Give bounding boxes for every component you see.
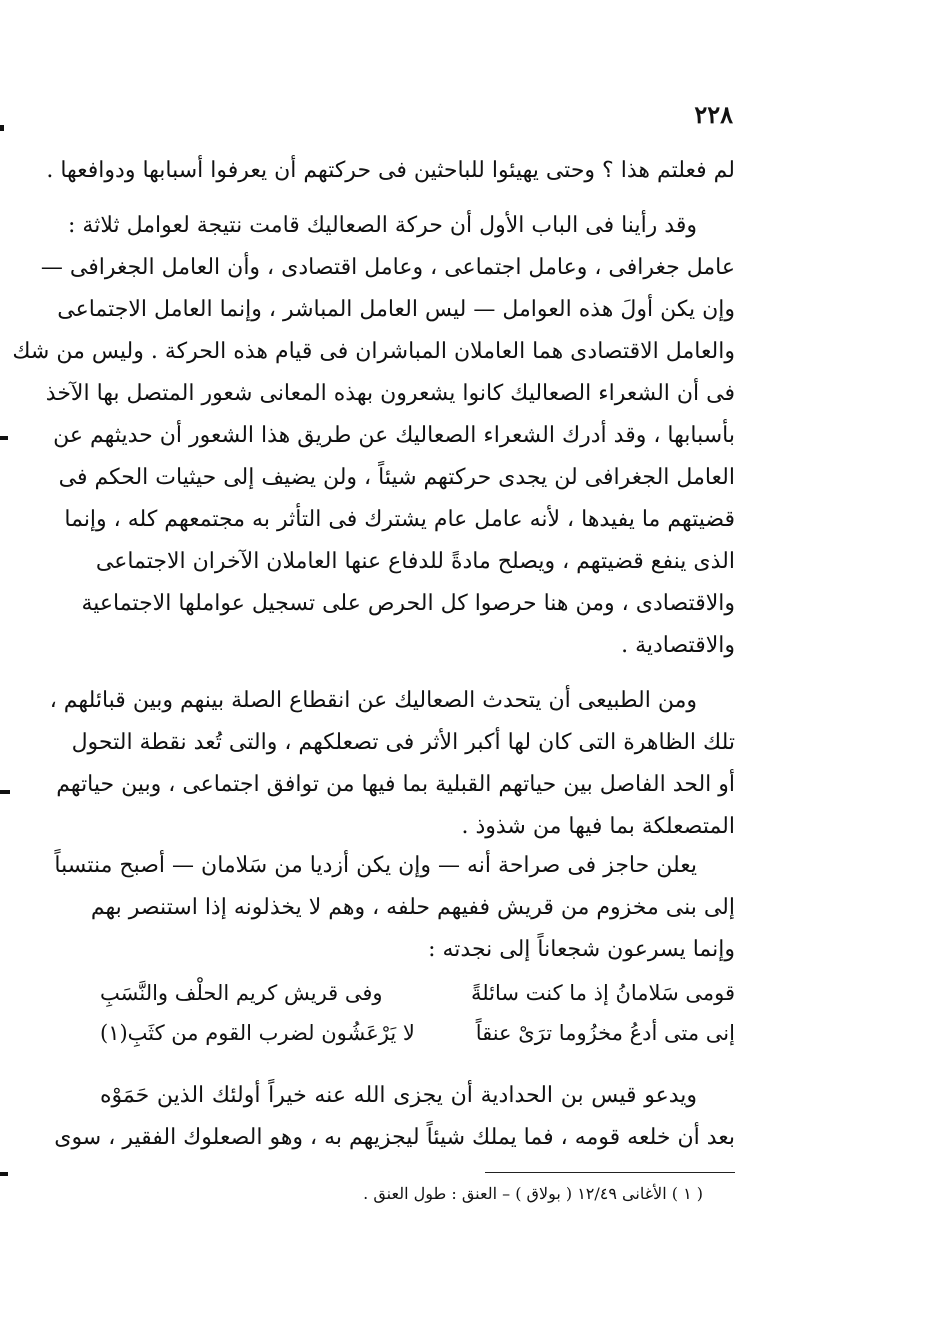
- poem-verse: [100, 973, 735, 1013]
- verse-second-hemistich: وفى قريش كريم الحلْف والنَّسَبِ: [100, 981, 383, 1005]
- footnote: ( ١ ) الأغانى ١٢/٤٩ ( بولاق ) – العنق : طول العنق .: [363, 1184, 703, 1203]
- text-line: والاقتصادية .: [621, 633, 735, 658]
- text-line: أو الحد الفاصل بين حياتهم القبلية بما فيها من توافق اجتماعى ، وبين حياتهم: [56, 772, 735, 797]
- text-line: العامل الجغرافى لن يجدى حركتهم شيئاً ، ولن يضيف إلى حيثيات الحكم فى: [58, 465, 735, 490]
- text-line: بعد أن خلعه قومه ، فما يملك شيئاً ليجزيهم به ، وهو الصعلوك الفقير ، سوى: [54, 1125, 735, 1150]
- text-line: تلك الظاهرة التى كان لها أكبر الأثر فى تصعلكهم ، والتى تُعد نقطة التحول: [71, 730, 735, 755]
- paragraph-continuation: [46, 150, 735, 192]
- text-line: والاقتصادى ، ومن هنا حرصوا كل الحرص على تسجيل عواملها الاجتماعية: [81, 591, 735, 616]
- footnote-divider: [485, 1172, 735, 1173]
- text-line: وإنما يسرعون شجعاناً إلى نجدته :: [428, 937, 735, 962]
- text-line: فى أن الشعراء الصعاليك كانوا يشعرون بهذه المعانى شعور المتصل بها الآخذ: [45, 381, 735, 406]
- text-line: الذى ينفع قضيتهم ، ويصلح مادةً للدفاع عنها العاملان الآخران الاجتماعى: [95, 549, 735, 574]
- text-line: عامل جغرافى ، وعامل اجتماعى ، وعامل اقتصادى ، وأن العامل الجغرافى —: [40, 255, 735, 280]
- text-line: بأسبابها ، وقد أدرك الشعراء الصعاليك عن طريق هذا الشعور أن حديثهم عن: [53, 423, 735, 448]
- page-number: ٢٢٨: [694, 100, 733, 129]
- verse-first-hemistich: إنى متى أدعُ مخزُوما ترَىْ عنقاً: [475, 1021, 735, 1045]
- scan-margin-mark: [0, 790, 10, 794]
- verse-second-hemistich: لا يَرْعَشُون لضرب القوم من كثَبِ(١): [100, 1021, 415, 1045]
- scan-margin-mark: [0, 125, 4, 131]
- text-line: ويدعو قيس بن الحدادية أن يجزى الله عنه خيراً أولئك الذين حَمَوْه: [100, 1083, 697, 1108]
- paragraph: [54, 845, 735, 971]
- scan-margin-mark: [0, 436, 8, 440]
- text-line: إلى بنى مخزوم من قريش ففيهم حلفه ، وهم لا يخذلونه إذا استنصر بهم: [90, 895, 735, 920]
- text-line: وقد رأينا فى الباب الأول أن حركة الصعاليك قامت نتيجة لعوامل ثلاثة :: [68, 213, 697, 238]
- poem-verse: [100, 1013, 735, 1053]
- scan-margin-mark: [0, 1172, 8, 1176]
- text-line: لم فعلتم هذا ؟ وحتى يهيئوا للباحثين فى حركتهم أن يعرفوا أسبابها ودوافعها .: [46, 158, 735, 183]
- text-line: والعامل الاقتصادى هما العاملان المباشران فى قيام هذه الحركة . وليس من شك: [12, 339, 735, 364]
- text-line: المتصعلكة بما فيها من شذوذ .: [461, 814, 735, 839]
- paragraph: [12, 205, 735, 667]
- text-line: ومن الطبيعى أن يتحدث الصعاليك عن انقطاع الصلة بينهم وبين قبائلهم ،: [49, 688, 697, 713]
- text-line: قضيتهم ما يفيدها ، لأنه عامل عام يشترك فى التأثر به مجتمعهم كله ، وإنما: [64, 507, 735, 532]
- paragraph: [54, 1075, 735, 1159]
- paragraph: [49, 680, 735, 848]
- text-line: يعلن حاجز فى صراحة أنه — وإن يكن أزديا من سَلامان — أصبح منتسباً: [54, 853, 697, 878]
- poem: [100, 973, 735, 1053]
- text-line: وإن يكن أولَ هذه العوامل — ليس العامل المباشر ، وإنما العامل الاجتماعى: [57, 297, 735, 322]
- verse-first-hemistich: قومى سَلامانُ إذ ما كنت سائلةً: [470, 981, 735, 1005]
